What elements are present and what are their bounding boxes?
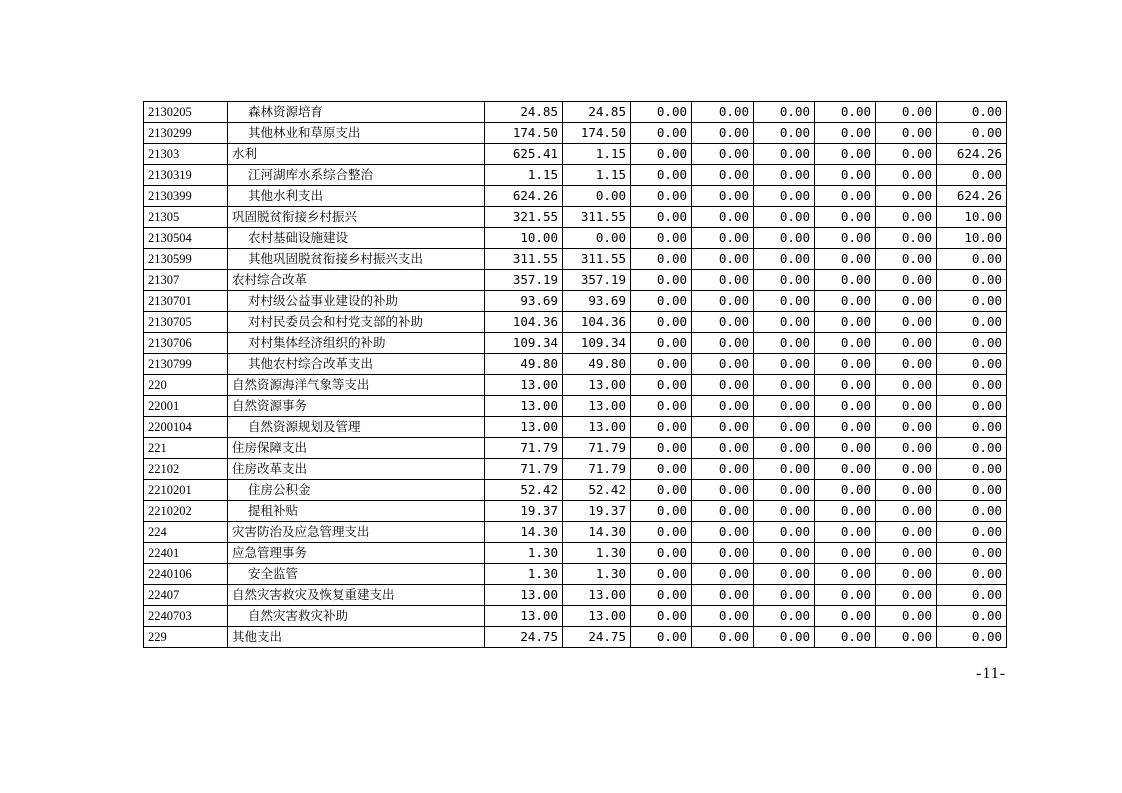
amount-cell: 0.00 [754,270,815,291]
amount-cell: 71.79 [485,438,563,459]
amount-cell: 0.00 [815,606,876,627]
amount-cell: 14.30 [485,522,563,543]
amount-cell: 0.00 [876,501,937,522]
amount-cell: 0.00 [754,564,815,585]
subject-code-cell: 22102 [144,459,228,480]
table-row [144,564,1007,585]
subject-code-cell: 2200104 [144,417,228,438]
amount-cell: 0.00 [815,501,876,522]
amount-cell: 0.00 [876,207,937,228]
subject-code-cell: 2210202 [144,501,228,522]
amount-cell: 13.00 [485,417,563,438]
amount-cell: 0.00 [692,165,754,186]
amount-cell: 13.00 [485,396,563,417]
amount-cell: 0.00 [692,102,754,123]
amount-cell: 0.00 [815,333,876,354]
amount-cell: 13.00 [563,396,631,417]
subject-name-cell: 对村民委员会和村党支部的补助 [228,312,485,333]
table-row [144,207,1007,228]
amount-cell: 0.00 [631,606,692,627]
amount-cell: 10.00 [937,228,1007,249]
amount-cell: 0.00 [754,396,815,417]
subject-name-cell: 其他水利支出 [228,186,485,207]
amount-cell: 0.00 [754,144,815,165]
subject-code-cell: 21303 [144,144,228,165]
amount-cell: 0.00 [754,207,815,228]
amount-cell: 0.00 [876,522,937,543]
subject-code-cell: 2130205 [144,102,228,123]
amount-cell: 24.85 [563,102,631,123]
amount-cell: 0.00 [692,543,754,564]
amount-cell: 13.00 [485,585,563,606]
amount-cell: 0.00 [815,102,876,123]
amount-cell: 52.42 [563,480,631,501]
amount-cell: 0.00 [815,564,876,585]
table-row [144,228,1007,249]
amount-cell: 0.00 [876,417,937,438]
subject-name-cell: 自然资源事务 [228,396,485,417]
amount-cell: 0.00 [937,165,1007,186]
amount-cell: 0.00 [815,207,876,228]
subject-name-cell: 对村集体经济组织的补助 [228,333,485,354]
amount-cell: 0.00 [815,165,876,186]
amount-cell: 0.00 [876,123,937,144]
subject-name-cell: 提租补贴 [228,501,485,522]
subject-name-cell: 水利 [228,144,485,165]
subject-code-cell: 229 [144,627,228,648]
amount-cell: 24.75 [485,627,563,648]
amount-cell: 0.00 [631,144,692,165]
amount-cell: 0.00 [815,438,876,459]
subject-name-cell: 住房公积金 [228,480,485,501]
amount-cell: 0.00 [692,291,754,312]
amount-cell: 0.00 [692,522,754,543]
subject-code-cell: 2130319 [144,165,228,186]
table-row [144,396,1007,417]
amount-cell: 0.00 [631,480,692,501]
amount-cell: 0.00 [631,627,692,648]
amount-cell: 0.00 [754,459,815,480]
amount-cell: 0.00 [937,375,1007,396]
amount-cell: 19.37 [563,501,631,522]
amount-cell: 0.00 [754,102,815,123]
amount-cell: 1.30 [563,543,631,564]
subject-name-cell: 自然灾害救灾及恢复重建支出 [228,585,485,606]
amount-cell: 0.00 [754,606,815,627]
amount-cell: 0.00 [876,270,937,291]
amount-cell: 0.00 [876,375,937,396]
amount-cell: 1.15 [485,165,563,186]
amount-cell: 0.00 [937,459,1007,480]
amount-cell: 0.00 [815,627,876,648]
amount-cell: 0.00 [631,249,692,270]
amount-cell: 0.00 [815,459,876,480]
amount-cell: 71.79 [563,459,631,480]
amount-cell: 0.00 [876,585,937,606]
amount-cell: 0.00 [754,354,815,375]
subject-name-cell: 其他巩固脱贫衔接乡村振兴支出 [228,249,485,270]
amount-cell: 0.00 [876,291,937,312]
amount-cell: 0.00 [631,165,692,186]
amount-cell: 0.00 [937,333,1007,354]
subject-code-cell: 2130299 [144,123,228,144]
amount-cell: 0.00 [876,165,937,186]
amount-cell: 0.00 [876,354,937,375]
table-row [144,354,1007,375]
subject-name-cell: 其他农村综合改革支出 [228,354,485,375]
amount-cell: 0.00 [692,144,754,165]
table-row [144,585,1007,606]
subject-code-cell: 221 [144,438,228,459]
amount-cell: 13.00 [563,585,631,606]
amount-cell: 0.00 [937,606,1007,627]
amount-cell: 0.00 [754,543,815,564]
amount-cell: 0.00 [754,312,815,333]
amount-cell: 0.00 [815,249,876,270]
amount-cell: 49.80 [563,354,631,375]
subject-code-cell: 2240703 [144,606,228,627]
amount-cell: 0.00 [937,564,1007,585]
subject-name-cell: 安全监管 [228,564,485,585]
amount-cell: 0.00 [692,123,754,144]
subject-code-cell: 2130705 [144,312,228,333]
amount-cell: 0.00 [815,522,876,543]
amount-cell: 0.00 [692,585,754,606]
amount-cell: 0.00 [876,564,937,585]
amount-cell: 0.00 [937,417,1007,438]
amount-cell: 0.00 [754,627,815,648]
amount-cell: 0.00 [937,501,1007,522]
amount-cell: 52.42 [485,480,563,501]
amount-cell: 0.00 [631,186,692,207]
table-row [144,459,1007,480]
amount-cell: 71.79 [485,459,563,480]
subject-name-cell: 农村基础设施建设 [228,228,485,249]
amount-cell: 0.00 [631,375,692,396]
amount-cell: 625.41 [485,144,563,165]
amount-cell: 0.00 [631,585,692,606]
subject-code-cell: 2130399 [144,186,228,207]
amount-cell: 0.00 [815,228,876,249]
subject-code-cell: 2130799 [144,354,228,375]
amount-cell: 0.00 [692,396,754,417]
subject-name-cell: 住房改革支出 [228,459,485,480]
amount-cell: 0.00 [876,606,937,627]
amount-cell: 0.00 [563,186,631,207]
page-number: -11- [976,665,1007,682]
amount-cell: 311.55 [563,249,631,270]
amount-cell: 0.00 [692,606,754,627]
amount-cell: 0.00 [754,333,815,354]
amount-cell: 0.00 [815,270,876,291]
amount-cell: 0.00 [631,459,692,480]
amount-cell: 0.00 [692,564,754,585]
amount-cell: 0.00 [754,522,815,543]
subject-name-cell: 自然资源规划及管理 [228,417,485,438]
amount-cell: 0.00 [815,354,876,375]
amount-cell: 174.50 [485,123,563,144]
amount-cell: 624.26 [485,186,563,207]
amount-cell: 0.00 [876,459,937,480]
subject-code-cell: 22001 [144,396,228,417]
amount-cell: 0.00 [815,291,876,312]
amount-cell: 24.85 [485,102,563,123]
table-row [144,438,1007,459]
table-row [144,144,1007,165]
table-row [144,606,1007,627]
amount-cell: 357.19 [485,270,563,291]
amount-cell: 0.00 [937,102,1007,123]
subject-name-cell: 其他支出 [228,627,485,648]
amount-cell: 0.00 [937,354,1007,375]
subject-code-cell: 2240106 [144,564,228,585]
amount-cell: 0.00 [876,228,937,249]
amount-cell: 0.00 [631,207,692,228]
table-row [144,102,1007,123]
amount-cell: 24.75 [563,627,631,648]
amount-cell: 93.69 [485,291,563,312]
subject-name-cell: 江河湖库水系综合整治 [228,165,485,186]
amount-cell: 0.00 [937,438,1007,459]
amount-cell: 0.00 [754,438,815,459]
amount-cell: 0.00 [815,144,876,165]
amount-cell: 0.00 [937,270,1007,291]
amount-cell: 0.00 [631,102,692,123]
amount-cell: 0.00 [815,375,876,396]
amount-cell: 0.00 [631,417,692,438]
amount-cell: 10.00 [485,228,563,249]
subject-code-cell: 22401 [144,543,228,564]
table-row [144,291,1007,312]
amount-cell: 0.00 [692,186,754,207]
amount-cell: 1.15 [563,165,631,186]
amount-cell: 0.00 [754,186,815,207]
subject-code-cell: 2130504 [144,228,228,249]
amount-cell: 0.00 [692,417,754,438]
subject-name-cell: 对村级公益事业建设的补助 [228,291,485,312]
table-row [144,186,1007,207]
table-row [144,123,1007,144]
amount-cell: 0.00 [815,396,876,417]
budget-table [143,101,1007,648]
amount-cell: 93.69 [563,291,631,312]
amount-cell: 0.00 [692,270,754,291]
amount-cell: 0.00 [631,396,692,417]
amount-cell: 0.00 [876,144,937,165]
amount-cell: 0.00 [754,249,815,270]
amount-cell: 0.00 [631,228,692,249]
amount-cell: 0.00 [692,354,754,375]
amount-cell: 174.50 [563,123,631,144]
amount-cell: 0.00 [937,627,1007,648]
table-row [144,627,1007,648]
table-body [144,102,1007,648]
subject-name-cell: 森林资源培育 [228,102,485,123]
amount-cell: 0.00 [563,228,631,249]
amount-cell: 0.00 [815,312,876,333]
amount-cell: 104.36 [563,312,631,333]
amount-cell: 0.00 [692,480,754,501]
amount-cell: 109.34 [485,333,563,354]
amount-cell: 0.00 [692,207,754,228]
amount-cell: 0.00 [815,543,876,564]
amount-cell: 0.00 [631,312,692,333]
amount-cell: 0.00 [876,627,937,648]
amount-cell: 0.00 [937,123,1007,144]
amount-cell: 0.00 [876,312,937,333]
budget-table-container [143,101,1007,648]
amount-cell: 71.79 [563,438,631,459]
table-row [144,480,1007,501]
table-row [144,543,1007,564]
amount-cell: 0.00 [876,186,937,207]
amount-cell: 0.00 [876,480,937,501]
subject-code-cell: 21307 [144,270,228,291]
amount-cell: 0.00 [815,480,876,501]
amount-cell: 0.00 [937,249,1007,270]
table-row [144,165,1007,186]
amount-cell: 0.00 [692,375,754,396]
amount-cell: 0.00 [754,165,815,186]
subject-code-cell: 22407 [144,585,228,606]
amount-cell: 0.00 [754,123,815,144]
amount-cell: 13.00 [485,375,563,396]
amount-cell: 0.00 [754,375,815,396]
subject-code-cell: 21305 [144,207,228,228]
subject-name-cell: 自然资源海洋气象等支出 [228,375,485,396]
amount-cell: 0.00 [876,333,937,354]
amount-cell: 0.00 [692,627,754,648]
amount-cell: 0.00 [937,396,1007,417]
amount-cell: 14.30 [563,522,631,543]
amount-cell: 49.80 [485,354,563,375]
amount-cell: 0.00 [754,501,815,522]
amount-cell: 624.26 [937,144,1007,165]
amount-cell: 0.00 [692,249,754,270]
amount-cell: 0.00 [692,333,754,354]
amount-cell: 0.00 [754,291,815,312]
table-row [144,375,1007,396]
amount-cell: 0.00 [937,543,1007,564]
subject-name-cell: 住房保障支出 [228,438,485,459]
amount-cell: 109.34 [563,333,631,354]
amount-cell: 0.00 [692,501,754,522]
amount-cell: 1.30 [485,543,563,564]
amount-cell: 13.00 [563,606,631,627]
amount-cell: 0.00 [754,480,815,501]
table-row [144,417,1007,438]
amount-cell: 0.00 [937,480,1007,501]
subject-code-cell: 220 [144,375,228,396]
amount-cell: 0.00 [815,186,876,207]
amount-cell: 0.00 [754,585,815,606]
amount-cell: 0.00 [692,459,754,480]
amount-cell: 0.00 [876,102,937,123]
amount-cell: 321.55 [485,207,563,228]
amount-cell: 0.00 [815,123,876,144]
amount-cell: 0.00 [937,291,1007,312]
table-row [144,522,1007,543]
amount-cell: 10.00 [937,207,1007,228]
subject-name-cell: 灾害防治及应急管理支出 [228,522,485,543]
amount-cell: 0.00 [631,438,692,459]
amount-cell: 311.55 [485,249,563,270]
amount-cell: 0.00 [692,312,754,333]
subject-name-cell: 其他林业和草原支出 [228,123,485,144]
amount-cell: 0.00 [876,438,937,459]
amount-cell: 0.00 [876,396,937,417]
amount-cell: 13.00 [563,417,631,438]
amount-cell: 0.00 [937,312,1007,333]
amount-cell: 0.00 [937,585,1007,606]
subject-name-cell: 自然灾害救灾补助 [228,606,485,627]
amount-cell: 0.00 [631,522,692,543]
amount-cell: 0.00 [631,291,692,312]
amount-cell: 0.00 [692,438,754,459]
subject-name-cell: 农村综合改革 [228,270,485,291]
amount-cell: 0.00 [631,123,692,144]
subject-code-cell: 2130701 [144,291,228,312]
amount-cell: 13.00 [563,375,631,396]
amount-cell: 0.00 [631,543,692,564]
amount-cell: 0.00 [754,417,815,438]
table-row [144,312,1007,333]
subject-code-cell: 2130706 [144,333,228,354]
amount-cell: 104.36 [485,312,563,333]
amount-cell: 0.00 [815,585,876,606]
subject-code-cell: 2130599 [144,249,228,270]
amount-cell: 1.15 [563,144,631,165]
amount-cell: 0.00 [754,228,815,249]
amount-cell: 0.00 [937,522,1007,543]
amount-cell: 624.26 [937,186,1007,207]
subject-name-cell: 应急管理事务 [228,543,485,564]
table-row [144,249,1007,270]
amount-cell: 0.00 [631,564,692,585]
subject-code-cell: 224 [144,522,228,543]
amount-cell: 0.00 [631,270,692,291]
amount-cell: 0.00 [631,354,692,375]
amount-cell: 311.55 [563,207,631,228]
amount-cell: 13.00 [485,606,563,627]
amount-cell: 0.00 [631,501,692,522]
amount-cell: 0.00 [692,228,754,249]
table-row [144,501,1007,522]
subject-code-cell: 2210201 [144,480,228,501]
amount-cell: 1.30 [563,564,631,585]
amount-cell: 0.00 [876,249,937,270]
amount-cell: 0.00 [631,333,692,354]
amount-cell: 357.19 [563,270,631,291]
subject-name-cell: 巩固脱贫衔接乡村振兴 [228,207,485,228]
amount-cell: 0.00 [815,417,876,438]
table-row [144,333,1007,354]
amount-cell: 0.00 [876,543,937,564]
table-row [144,270,1007,291]
amount-cell: 1.30 [485,564,563,585]
amount-cell: 19.37 [485,501,563,522]
